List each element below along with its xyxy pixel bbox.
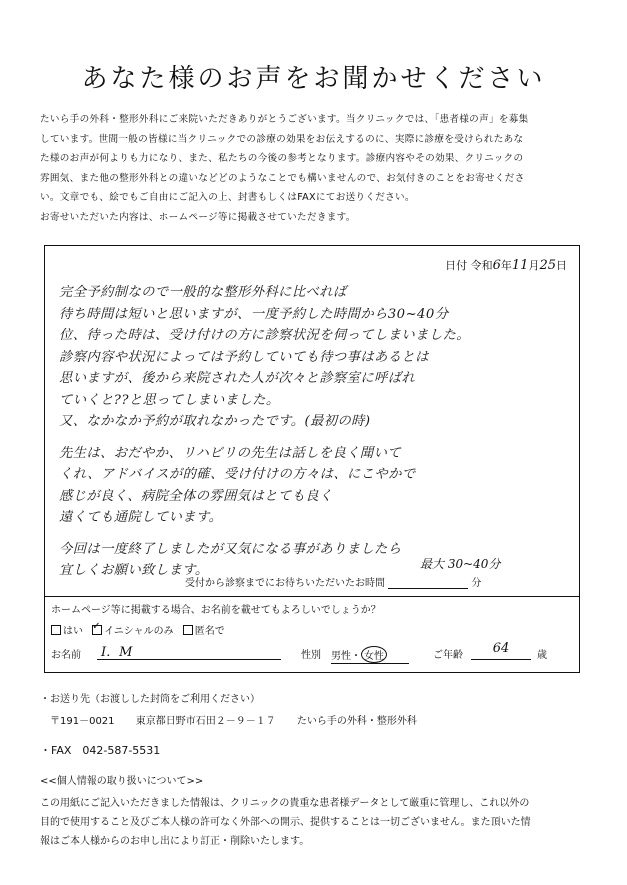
option-initials-only[interactable] bbox=[92, 626, 173, 637]
comment-line: 感じが良く、病院全体の雰囲気はとても良く bbox=[59, 488, 333, 504]
option-initials-label: イニシャルのみ bbox=[104, 626, 174, 637]
checkbox-checked-icon bbox=[92, 625, 102, 635]
wait-time-unit: 分 bbox=[471, 578, 482, 589]
age-field[interactable]: 64 bbox=[471, 641, 531, 660]
intro-line: たいら手の外科・整形外科にご来院いただきありがとうございます。当クリニックでは、「患者様の声」を募集 bbox=[40, 114, 529, 125]
comment-line: 又、なかなか予約が取れなかったです。(最初の時) bbox=[59, 414, 371, 429]
intro-line: た様のお声が何よりも力になり、また、私たちの今後の参考となります。診療内容やその効果、クリニックの bbox=[40, 153, 524, 164]
wait-time-row bbox=[185, 574, 565, 589]
date-year-unit: 年 bbox=[500, 259, 512, 272]
comment-line: 診察内容や状況によっては予約していても待つ事はあるとは bbox=[59, 349, 429, 365]
mailing-address bbox=[50, 712, 435, 727]
comment-line: 宜しくお願い致します。 bbox=[59, 563, 209, 578]
privacy-text bbox=[40, 794, 600, 851]
option-anonymous[interactable] bbox=[183, 626, 225, 637]
privacy-line: 目的で使用すること及びご本人様の許可なく外部への開示、提供することは一切ございません。また頂いた情 bbox=[40, 817, 531, 828]
wait-time-blank bbox=[388, 576, 468, 589]
option-yes-label: はい bbox=[63, 626, 83, 637]
option-anonymous-label: 匿名で bbox=[194, 626, 225, 637]
intro-line: お寄せいただいた内容は、ホームページ等に掲載させていただきます。 bbox=[40, 211, 356, 223]
street-address: 東京都日野市石田２－９－１７ bbox=[135, 716, 276, 727]
comment-gap bbox=[59, 529, 569, 539]
sex-separator: ・ bbox=[351, 651, 361, 662]
publication-consent-box bbox=[44, 597, 580, 673]
intro-line: い。文章でも、絵でもご自由にご記入の上、封書もしくはFAXにてお送りください。 bbox=[40, 192, 415, 203]
privacy-line: 報はご本人様からのお申し出により訂正・削除いたします。 bbox=[40, 836, 310, 847]
checkbox-icon bbox=[51, 625, 61, 635]
comment-line: 今回は一度終了しましたが又気になる事がありましたら bbox=[59, 541, 402, 557]
date-year: 6 bbox=[492, 258, 501, 273]
publication-question: ホームページ等に掲載する場合、お名前を載せてもよろしいでしょうか？ bbox=[51, 605, 381, 616]
date-day: 25 bbox=[539, 258, 556, 273]
comment-line: 先生は、おだやか、リハビリの先生は話しを良く聞いて bbox=[59, 445, 402, 461]
send-to-label: ・お送り先（お渡しした封筒をご利用ください） bbox=[40, 694, 260, 705]
comment-line: 位、待った時は、受け付けの方に診察状況を伺ってしまいました。 bbox=[59, 328, 470, 343]
page-title: あなた様のお声をお聞かせください bbox=[81, 64, 546, 94]
comment-line: 待ち時間は短いと思いますが、一度予約した時間から30~40分 bbox=[59, 306, 449, 322]
option-yes[interactable] bbox=[51, 626, 83, 637]
comment-box bbox=[44, 245, 580, 597]
checkbox-icon bbox=[183, 625, 193, 635]
sex-label: 性別 bbox=[301, 650, 321, 661]
sex-male[interactable]: 男性 bbox=[331, 651, 351, 662]
clinic-name: たいら手の外科・整形外科 bbox=[296, 716, 417, 727]
wait-time-label: 受付から診察までにお待ちいただいたお時間 bbox=[185, 578, 385, 589]
name-field[interactable]: I．M bbox=[97, 641, 281, 660]
sex-female-selected[interactable]: 女性 bbox=[361, 646, 387, 663]
comment-line: 完全予約制なので一般的な整形外科に比べれば bbox=[59, 285, 347, 300]
privacy-heading: <<個人情報の取り扱いについて>> bbox=[40, 776, 204, 787]
date-day-unit: 日 bbox=[556, 259, 567, 272]
age-label: ご年齢 bbox=[433, 650, 463, 661]
comment-line: ていくと??と思ってしまいました。 bbox=[59, 392, 280, 408]
comment-line: 思いますが、後から来院された人が次々と診察室に呼ばれ bbox=[59, 371, 416, 386]
respondent-info-row bbox=[51, 641, 571, 664]
handwritten-comment bbox=[59, 282, 569, 582]
date-label: 日付 bbox=[445, 259, 468, 272]
name-label: お名前 bbox=[51, 650, 81, 661]
fax-number: ・FAX 042-587-5531 bbox=[40, 744, 161, 757]
intro-line: しています。世間一般の皆様に当クリニックでの診療の効果をお伝えするのに、実際に診療を受けられたあな bbox=[40, 133, 524, 145]
date-month: 11 bbox=[511, 258, 529, 273]
publication-options bbox=[51, 622, 231, 637]
wait-time-handwritten: 最大 30~40分 bbox=[420, 557, 501, 571]
comment-line: 遠くても通院しています。 bbox=[59, 510, 223, 525]
date-month-unit: 月 bbox=[528, 259, 540, 272]
privacy-line: この用紙にご記入いただきました情報は、クリニックの貴重な患者様データとして厳重に管理し、これ以外の bbox=[40, 798, 530, 809]
intro-line: 雰囲気、また他の整形外科との違いなどどのようなことでも構いませんので、お気付きのことをお寄せくださ bbox=[40, 172, 525, 184]
comment-gap bbox=[59, 433, 569, 443]
sex-options bbox=[331, 646, 409, 664]
age-unit: 歳 bbox=[537, 650, 547, 661]
postal-code: 〒191－0021 bbox=[50, 716, 115, 727]
date-era: 令和 bbox=[470, 259, 493, 272]
intro-text bbox=[40, 110, 600, 227]
date-line bbox=[445, 257, 567, 273]
comment-line: くれ、アドバイスが的確、受け付けの方々は、にこやかで bbox=[59, 467, 416, 482]
